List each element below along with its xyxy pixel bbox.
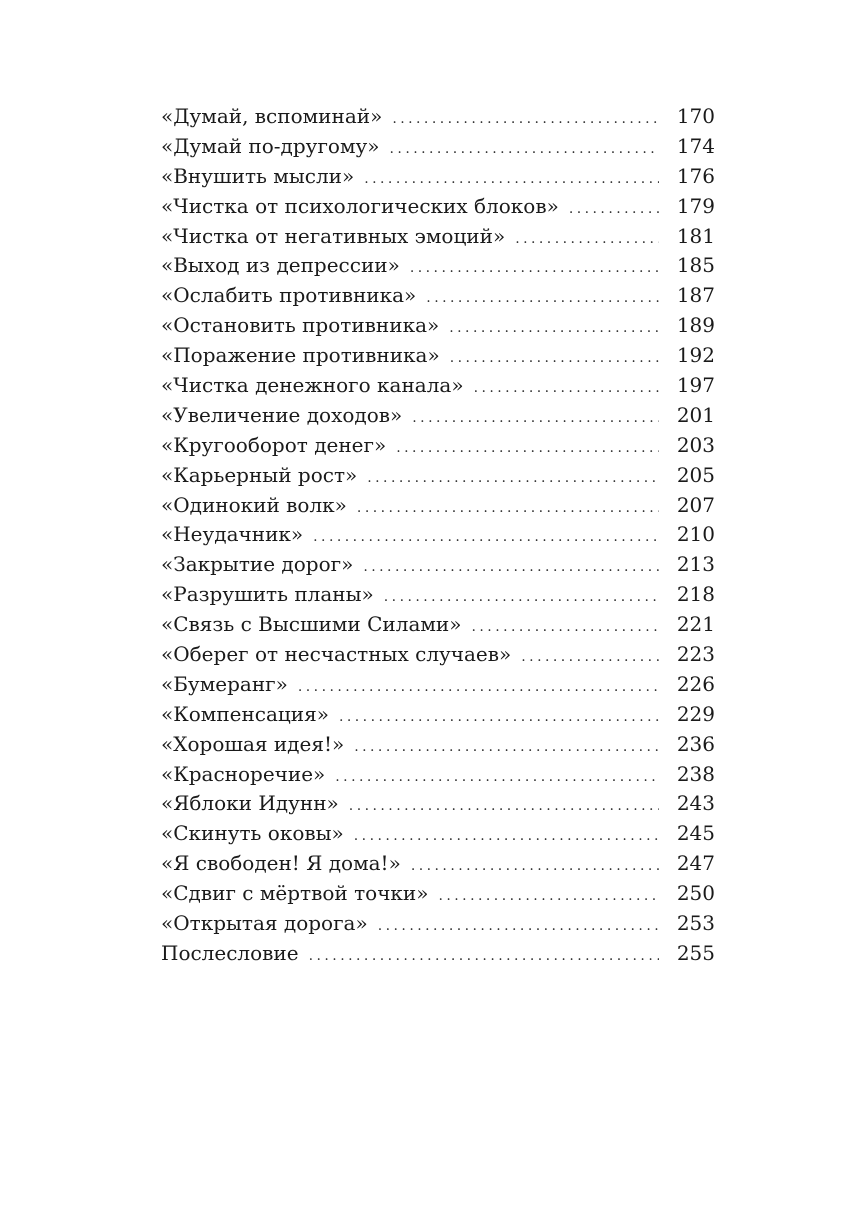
toc-entry[interactable]: [161, 640, 715, 670]
toc-entry-page: 176: [676, 163, 715, 188]
toc-entry-title: «Сдвиг с мёртвой точки»: [161, 881, 429, 906]
dot-leader: [392, 105, 659, 135]
dot-leader: [367, 464, 659, 494]
toc-entry[interactable]: [161, 909, 715, 939]
toc-entry-title: «Оберег от несчастных случаев»: [161, 642, 512, 667]
toc-entry-title: «Компенсация»: [161, 701, 329, 726]
dot-leader: [449, 314, 659, 344]
toc-entry-title: «Неудачник»: [161, 522, 304, 547]
dot-leader: [309, 942, 659, 972]
toc-entry[interactable]: [161, 371, 715, 401]
toc-entry-page: 226: [676, 671, 715, 696]
toc-entry-page: 229: [676, 701, 715, 726]
dot-leader: [438, 882, 659, 912]
toc-entry-title: «Ослабить противника»: [161, 283, 417, 308]
toc-entry-page: 192: [676, 343, 715, 368]
dot-leader: [390, 135, 659, 165]
toc-entry-title: «Думай по-другому»: [161, 133, 380, 158]
dot-leader: [335, 763, 659, 793]
toc-entry[interactable]: [161, 491, 715, 521]
dot-leader: [474, 374, 659, 404]
toc-entry-page: 210: [676, 522, 715, 547]
toc-entry-title: «Яблоки Идунн»: [161, 791, 339, 816]
dot-leader: [313, 523, 659, 553]
toc-entry[interactable]: [161, 102, 715, 132]
toc-entry-page: 238: [676, 761, 715, 786]
toc-entry[interactable]: [161, 939, 715, 969]
toc-entry-title: «Думай, вспоминай»: [161, 104, 383, 128]
toc-entry-title: «Связь с Высшими Силами»: [161, 612, 462, 637]
toc-entry[interactable]: [161, 670, 715, 700]
toc-entry-page: 203: [676, 432, 715, 457]
toc-entry-title: «Красноречие»: [161, 761, 326, 786]
dot-leader: [450, 344, 659, 374]
toc-entry-page: 213: [676, 552, 715, 577]
toc-entry[interactable]: [161, 461, 715, 491]
toc-entry-page: 179: [676, 193, 715, 218]
toc-entry[interactable]: [161, 849, 715, 879]
toc-entry[interactable]: [161, 580, 715, 610]
toc-entry-title: «Открытая дорога»: [161, 911, 368, 936]
dot-leader: [426, 284, 659, 314]
toc-entry[interactable]: [161, 281, 715, 311]
toc-entry-page: 170: [676, 104, 715, 128]
dot-leader: [515, 225, 659, 255]
toc-entry[interactable]: [161, 341, 715, 371]
toc-entry-page: 250: [676, 881, 715, 906]
toc-entry-title: «Чистка от психологических блоков»: [161, 193, 559, 218]
dot-leader: [349, 792, 659, 822]
dot-leader: [378, 912, 659, 942]
toc-entry-title: «Чистка денежного канала»: [161, 373, 464, 398]
toc-entry-title: «Разрушить планы»: [161, 582, 374, 607]
toc-entry[interactable]: [161, 819, 715, 849]
toc-entry-title: «Одинокий волк»: [161, 492, 347, 517]
toc-entry-title: «Остановить противника»: [161, 313, 440, 338]
toc-entry[interactable]: [161, 730, 715, 760]
toc-entry[interactable]: [161, 700, 715, 730]
toc-entry-title: «Я свободен! Я дома!»: [161, 851, 401, 876]
toc-entry-page: 187: [676, 283, 715, 308]
dot-leader: [521, 643, 659, 673]
dot-leader: [396, 434, 659, 464]
toc-entry-title: «Увеличение доходов»: [161, 402, 403, 427]
toc-entry-page: 205: [676, 462, 715, 487]
toc-entry[interactable]: [161, 401, 715, 431]
toc-entry-page: 221: [676, 612, 715, 637]
toc-entry-page: 218: [676, 582, 715, 607]
dot-leader: [569, 195, 659, 225]
toc-entry-title: «Карьерный рост»: [161, 462, 358, 487]
toc-entry[interactable]: [161, 132, 715, 162]
dot-leader: [472, 613, 660, 643]
toc-entry-page: 236: [676, 731, 715, 756]
toc-entry[interactable]: [161, 162, 715, 192]
toc-entry[interactable]: [161, 192, 715, 222]
dot-leader: [384, 583, 659, 613]
dot-leader: [410, 254, 659, 284]
toc-entry-page: 255: [676, 940, 715, 965]
toc-entry-title: «Бумеранг»: [161, 671, 288, 696]
table-of-contents: [161, 102, 715, 969]
toc-entry[interactable]: [161, 789, 715, 819]
toc-entry-title: «Выход из депрессии»: [161, 253, 400, 278]
toc-entry[interactable]: [161, 520, 715, 550]
toc-entry[interactable]: [161, 760, 715, 790]
toc-entry-page: 181: [676, 223, 715, 248]
toc-entry-page: 207: [676, 492, 715, 517]
toc-entry[interactable]: [161, 879, 715, 909]
toc-entry[interactable]: [161, 550, 715, 580]
toc-entry-title: «Поражение противника»: [161, 343, 440, 368]
dot-leader: [354, 822, 659, 852]
toc-entry-title: «Внушить мысли»: [161, 163, 355, 188]
dot-leader: [339, 703, 659, 733]
toc-entry-title: «Кругооборот денег»: [161, 432, 387, 457]
dot-leader: [298, 673, 659, 703]
toc-entry-page: 189: [676, 313, 715, 338]
toc-entry-title: Послесловие: [161, 940, 299, 965]
toc-entry-page: 185: [676, 253, 715, 278]
dot-leader: [412, 404, 659, 434]
toc-entry-page: 247: [676, 851, 715, 876]
toc-entry-title: «Закрытие дорог»: [161, 552, 354, 577]
toc-entry[interactable]: [161, 251, 715, 281]
dot-leader: [357, 494, 659, 524]
dot-leader: [411, 852, 659, 882]
toc-entry[interactable]: [161, 222, 715, 252]
toc-entry[interactable]: [161, 311, 715, 341]
toc-entry-page: 253: [676, 911, 715, 936]
toc-entry[interactable]: [161, 610, 715, 640]
toc-entry-page: 201: [676, 402, 715, 427]
toc-entry-page: 197: [676, 373, 715, 398]
toc-entry-page: 245: [676, 821, 715, 846]
toc-entry[interactable]: [161, 431, 715, 461]
toc-entry-title: «Хорошая идея!»: [161, 731, 345, 756]
toc-entry-page: 174: [676, 133, 715, 158]
toc-entry-title: «Чистка от негативных эмоций»: [161, 223, 506, 248]
dot-leader: [354, 733, 659, 763]
toc-entry-page: 243: [676, 791, 715, 816]
dot-leader: [363, 553, 659, 583]
toc-entry-page: 223: [676, 642, 715, 667]
toc-entry-title: «Скинуть оковы»: [161, 821, 344, 846]
dot-leader: [364, 165, 659, 195]
